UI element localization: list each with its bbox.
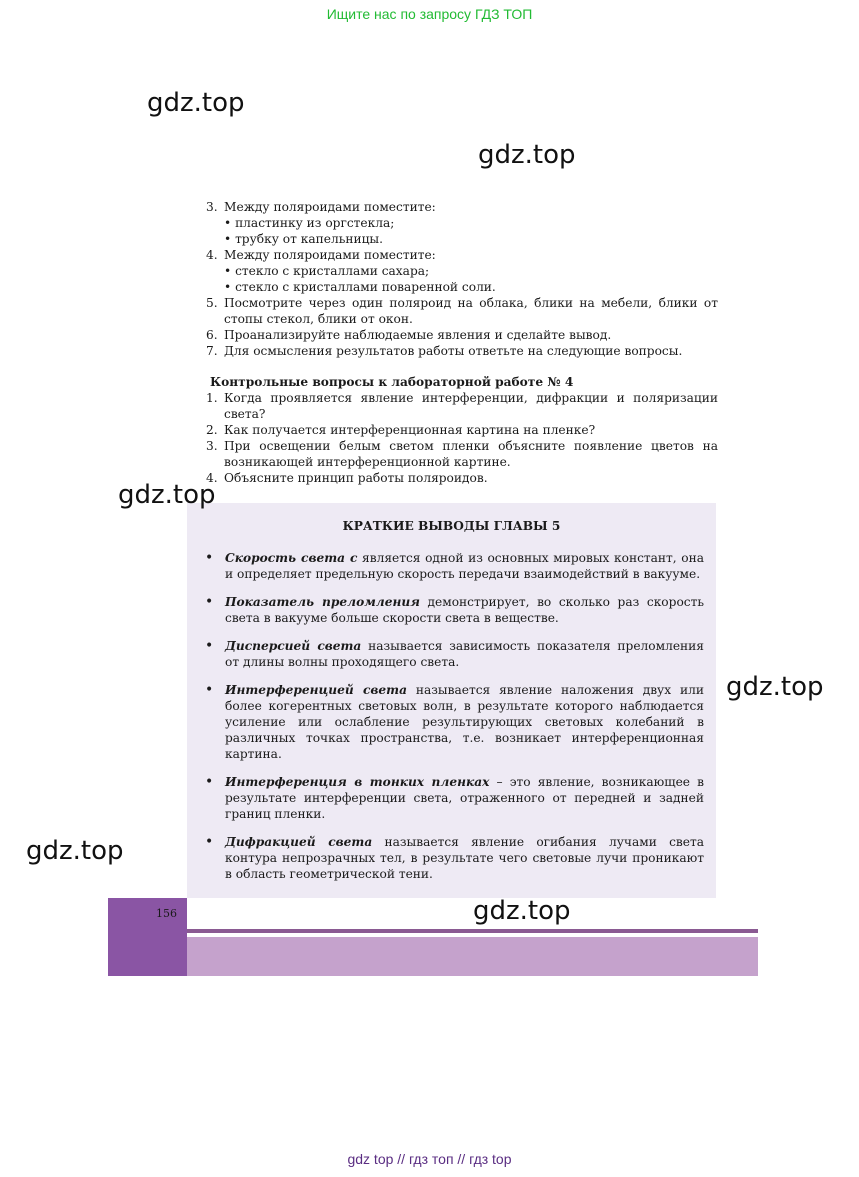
item-text: Посмотрите через один поляроид на облака, блики на мебели, блики от стопы стекол, блики от окон. xyxy=(224,296,718,326)
item-text: Объясните принцип работы поляроидов. xyxy=(224,471,488,485)
item-number: 3. xyxy=(206,200,218,214)
bullet-icon: • xyxy=(205,774,214,790)
item-number: 7. xyxy=(206,344,218,358)
bullet-icon: • xyxy=(205,594,214,610)
sub-item: • стекло с кристаллами поваренной соли. xyxy=(224,280,496,294)
question-item xyxy=(206,438,718,470)
item-text: Когда проявляется явление интерференции, дифракции и поляризации света? xyxy=(224,391,718,421)
item-number: 1. xyxy=(206,391,218,405)
watermark: gdz.top xyxy=(147,88,245,118)
footer-links[interactable]: gdz top // гдз топ // гдз top xyxy=(347,1151,512,1167)
question-item xyxy=(206,390,718,422)
question-item xyxy=(206,470,718,486)
watermark: gdz.top xyxy=(478,140,576,170)
watermark: gdz.top xyxy=(26,836,124,866)
item-text: Между поляроидами поместите: xyxy=(224,200,436,214)
question-item xyxy=(206,422,718,438)
summary-text: называется явление огибания лучами света контура непрозрачных тел, в результате чего световые лучи проникают в область геометрической тени. xyxy=(225,835,704,881)
summary-item xyxy=(205,550,704,582)
summary-item xyxy=(205,682,704,762)
summary-item xyxy=(205,774,704,822)
summary-text: демонстрирует, во сколько раз скорость света в вакууме больше скорости света в веществе. xyxy=(225,595,704,625)
bullet-icon: • xyxy=(205,638,214,654)
summary-term: Дифракцией света xyxy=(225,835,373,849)
summary-text: называется зависимость показателя преломления от длины волны проходящего света. xyxy=(225,639,704,669)
summary-text: является одной из основных мировых констант, она и определяет предельную скорость передачи взаимодействий в вакууме. xyxy=(225,551,705,581)
footer-rule xyxy=(187,929,758,933)
item-text: Для осмысления результатов работы ответьте на следующие вопросы. xyxy=(224,344,683,358)
summary-text: – это явление, возникающее в результате интерференции света, отраженного от передней и задней границ пленки. xyxy=(225,775,704,821)
bullet-icon: • xyxy=(205,834,214,850)
watermark: gdz.top xyxy=(473,896,571,926)
summary-term: Дисперсией света xyxy=(225,639,362,653)
item-number: 3. xyxy=(206,439,218,453)
instruction-item xyxy=(206,199,718,215)
item-number: 5. xyxy=(206,296,218,310)
sub-item: • стекло с кристаллами сахара; xyxy=(224,264,430,278)
sub-item: • трубку от капельницы. xyxy=(224,232,383,246)
instruction-item xyxy=(206,247,718,263)
watermark: gdz.top xyxy=(118,480,216,510)
item-text: Проанализируйте наблюдаемые явления и сделайте вывод. xyxy=(224,328,612,342)
summary-item xyxy=(205,594,704,626)
watermark: gdz.top xyxy=(726,672,824,702)
page-body xyxy=(206,199,718,486)
item-text: Между поляроидами поместите: xyxy=(224,248,436,262)
instruction-list xyxy=(206,199,718,359)
question-list xyxy=(206,390,718,486)
summary-term: Интерференция в тонких пленках xyxy=(225,775,490,789)
item-number: 2. xyxy=(206,423,218,437)
footer-band xyxy=(187,937,758,976)
summary-term: Показатель преломления xyxy=(225,595,420,609)
summary-item xyxy=(205,638,704,670)
bullet-icon: • xyxy=(205,682,214,698)
item-text: При освещении белым светом пленки объясните появление цветов на возникающей интерференционной картине. xyxy=(224,439,718,469)
summary-list xyxy=(205,550,704,894)
summary-term: Интерференцией света xyxy=(225,683,407,697)
item-text: Как получается интерференционная картина на пленке? xyxy=(224,423,596,437)
summary-item xyxy=(205,834,704,882)
chapter-summary-box xyxy=(187,503,716,898)
item-number: 4. xyxy=(206,471,218,485)
summary-title: КРАТКИЕ ВЫВОДЫ ГЛАВЫ 5 xyxy=(342,519,561,533)
item-number: 6. xyxy=(206,328,218,342)
instruction-item xyxy=(206,327,718,343)
summary-text: называется явление наложения двух или более когерентных световых волн, в результате которого наблюдается усиление или ослабление результирующих световых колебаний в различных точках пространства, т.е. возникает интерференционная картина. xyxy=(225,683,704,761)
summary-term: Скорость света с xyxy=(225,551,358,565)
sub-item: • пластинку из оргстекла; xyxy=(224,216,395,230)
instruction-item xyxy=(206,343,718,359)
item-number: 4. xyxy=(206,248,218,262)
bullet-icon: • xyxy=(205,550,214,566)
control-questions-heading: Контрольные вопросы к лабораторной работе № 4 xyxy=(210,375,574,389)
search-banner[interactable]: Ищите нас по запросу ГДЗ ТОП xyxy=(326,6,533,22)
page-number: 156 xyxy=(156,907,177,920)
instruction-item xyxy=(206,295,718,327)
